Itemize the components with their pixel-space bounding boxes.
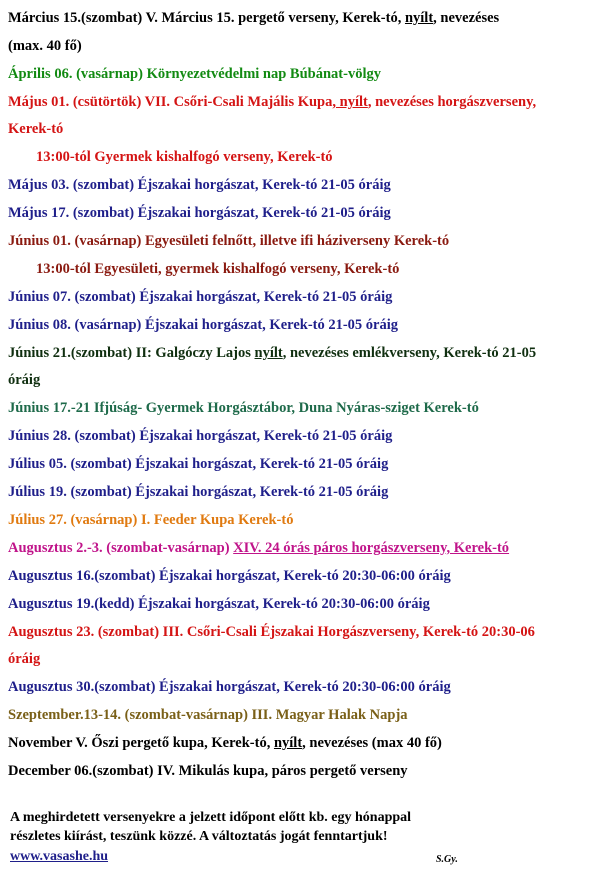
event-may-17: Május 17. (szombat) Éjszakai horgászat, Kerek-tó 21-05 óráig [8,205,391,221]
event-august-19: Augusztus 19.(kedd) Éjszakai horgászat, Kerek-tó 20:30-06:00 óráig [8,596,430,612]
footer-note-line-2: részletes kiírást, teszünk közzé. A változtatás jogát fenntartjuk! [10,829,388,844]
event-june-21: Június 21.(szombat) II: Galgóczy Lajos nyílt, nevezéses emlékverseny, Kerek-tó 21-05 [8,345,537,361]
event-september-13: Szeptember.13-14. (szombat-vasárnap) III. Magyar Halak Napja [8,707,408,723]
event-may-01: Május 01. (csütörtök) VII. Csőri-Csali Majális Kupa, nyílt, nevezéses horgászverseny, [8,94,537,110]
event-may-01-cont: Kerek-tó [8,121,64,137]
event-august-23: Augusztus 23. (szombat) III. Csőri-Csali Éjszakai Horgászverseny, Kerek-tó 20:30-06 [8,624,535,640]
event-june-08: Június 08. (vasárnap) Éjszakai horgászat, Kerek-tó 21-05 óráig [8,317,399,333]
event-june-21-cont: óráig [8,372,41,388]
website-link[interactable]: www.vasashe.hu [10,849,109,864]
event-june-28: Június 28. (szombat) Éjszakai horgászat, Kerek-tó 21-05 óráig [8,428,393,444]
event-march-15-cont: (max. 40 fő) [8,38,82,54]
event-june-01-kids: 13:00-tól Egyesületi, gyermek kishalfogó verseny, Kerek-tó [36,261,400,277]
event-may-03: Május 03. (szombat) Éjszakai horgászat, Kerek-tó 21-05 óráig [8,177,391,193]
event-august-02: Augusztus 2.-3. (szombat-vasárnap) XIV. 24 órás páros horgászverseny, Kerek-tó [8,540,510,556]
event-march-15: Március 15.(szombat) V. Március 15. pergető verseny, Kerek-tó, nyílt, nevezéses [8,10,500,26]
event-july-27: Július 27. (vasárnap) I. Feeder Kupa Kerek-tó [8,512,294,528]
event-april-06: Április 06. (vasárnap) Környezetvédelmi nap Búbánat-völgy [8,66,381,82]
event-november: November V. Őszi pergető kupa, Kerek-tó, nyílt, nevezéses (max 40 fő) [8,735,442,751]
event-june-17-camp: Június 17.-21 Ifjúság- Gyermek Horgásztábor, Duna Nyáras-sziget Kerek-tó [8,400,479,416]
event-december-06: December 06.(szombat) IV. Mikulás kupa, páros pergető verseny [8,763,408,779]
event-may-01-kids: 13:00-tól Gyermek kishalfogó verseny, Kerek-tó [36,149,333,165]
footer-note-line-1: A meghirdetett versenyekre a jelzett időpont előtt kb. egy hónappal [10,810,412,825]
event-august-30: Augusztus 30.(szombat) Éjszakai horgászat, Kerek-tó 20:30-06:00 óráig [8,679,451,695]
signature: S.Gy. [436,854,458,865]
event-july-19: Július 19. (szombat) Éjszakai horgászat, Kerek-tó 21-05 óráig [8,484,389,500]
event-august-16: Augusztus 16.(szombat) Éjszakai horgászat, Kerek-tó 20:30-06:00 óráig [8,568,451,584]
event-august-23-cont: óráig [8,651,41,667]
event-june-01: Június 01. (vasárnap) Egyesületi felnőtt, illetve ifi háziverseny Kerek-tó [8,233,450,249]
event-july-05: Július 05. (szombat) Éjszakai horgászat, Kerek-tó 21-05 óráig [8,456,389,472]
event-june-07: Június 07. (szombat) Éjszakai horgászat, Kerek-tó 21-05 óráig [8,289,393,305]
